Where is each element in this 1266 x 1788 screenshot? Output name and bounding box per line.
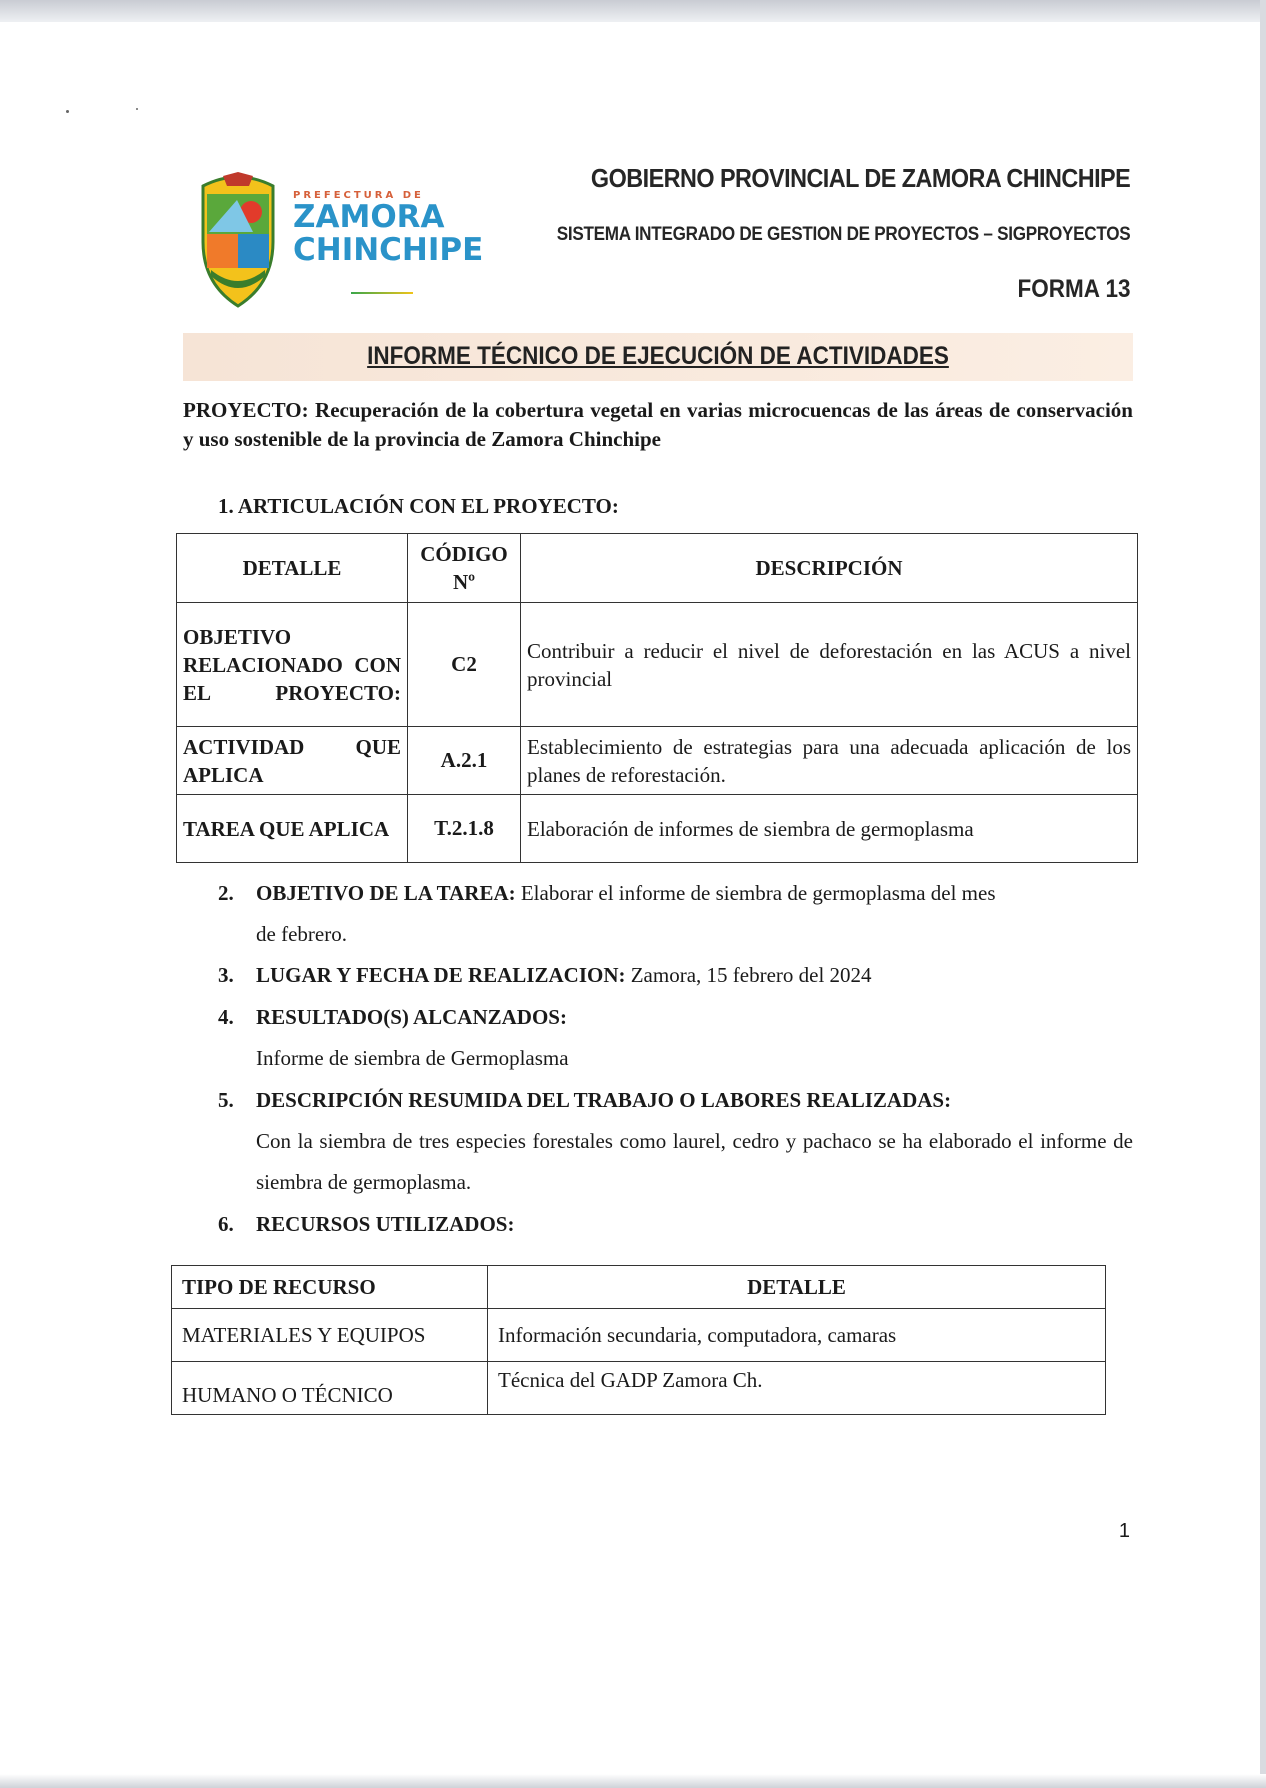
table-header-row: [172, 1266, 1106, 1309]
section-1-number: 1.: [218, 494, 234, 518]
col-detalle: DETALLE: [177, 534, 408, 603]
table-row: [172, 1309, 1106, 1362]
scan-speck: [66, 110, 69, 113]
system-title: SISTEMA INTEGRADO DE GESTION DE PROYECTOS – SIGPROYECTOS: [556, 224, 1130, 245]
section-3-number: 3.: [218, 963, 234, 987]
row-code: A.2.1: [408, 727, 521, 795]
logo-underline: [351, 292, 413, 294]
project-statement: [183, 396, 1133, 454]
report-title: INFORME TÉCNICO DE EJECUCIÓN DE ACTIVIDADES: [367, 342, 949, 370]
project-label: PROYECTO:: [183, 398, 309, 422]
section-3-text: Zamora, 15 febrero del 2024: [630, 963, 872, 987]
section-2-continuation: de febrero.: [256, 922, 347, 946]
resource-detail: Técnica del GADP Zamora Ch.: [488, 1362, 1106, 1415]
prefectura-logo: [193, 172, 484, 312]
section-2-number: 2.: [218, 881, 234, 905]
table-row: [177, 727, 1138, 795]
resource-type: MATERIALES Y EQUIPOS: [172, 1309, 488, 1362]
row-code: C2: [408, 603, 521, 727]
scan-speck: [136, 108, 138, 110]
section-2-text: Elaborar el informe de siembra de germoplasma del mes: [520, 881, 996, 905]
row-description: Establecimiento de estrategias para una adecuada aplicación de los planes de reforestación.: [521, 727, 1138, 795]
section-3-label: LUGAR Y FECHA DE REALIZACION:: [256, 963, 626, 987]
table-row: [177, 795, 1138, 863]
section-5-number: 5.: [218, 1088, 234, 1112]
table-row: [177, 603, 1138, 727]
logo-chinchipe: CHINCHIPE: [293, 232, 484, 268]
resources-table: [171, 1265, 1106, 1415]
section-5-label: DESCRIPCIÓN RESUMIDA DEL TRABAJO O LABORES REALIZADAS:: [256, 1088, 952, 1112]
col-codigo: CÓDIGO Nº: [408, 534, 521, 603]
scan-edge-top: [0, 0, 1266, 22]
resource-detail: Información secundaria, computadora, camaras: [488, 1309, 1106, 1362]
section-4-text: Informe de siembra de Germoplasma: [256, 1046, 569, 1070]
table-header-row: [177, 534, 1138, 603]
col-tipo-recurso: TIPO DE RECURSO: [172, 1266, 488, 1309]
section-6: [218, 1204, 1133, 1245]
section-1-heading: [218, 494, 619, 519]
scan-edge-right: [1260, 0, 1266, 1788]
row-description: Elaboración de informes de siembra de germoplasma: [521, 795, 1138, 863]
scan-edge-bottom: [0, 1774, 1266, 1788]
page-number: 1: [1118, 1520, 1130, 1542]
resource-type: HUMANO O TÉCNICO: [172, 1362, 488, 1415]
section-6-number: 6.: [218, 1212, 234, 1236]
col-detalle: DETALLE: [488, 1266, 1106, 1309]
logo-zamora: ZAMORA: [293, 199, 445, 235]
row-label: OBJETIVO RELACIONADO CON EL PROYECTO:: [177, 603, 408, 727]
section-2: [218, 873, 1133, 914]
project-text: Recuperación de la cobertura vegetal en varias microcuencas de las áreas de conservación y uso sostenible de la provincia de Zamora Chinchipe: [183, 398, 1133, 451]
row-code: T.2.1.8: [408, 795, 521, 863]
government-title: GOBIERNO PROVINCIAL DE ZAMORA CHINCHIPE: [590, 163, 1130, 193]
section-1-title: ARTICULACIÓN CON EL PROYECTO:: [237, 494, 619, 518]
section-2-label: OBJETIVO DE LA TAREA:: [256, 881, 516, 905]
logo-prefix: PREFECTURA DE: [293, 190, 424, 201]
report-title-band: [183, 333, 1133, 381]
coat-of-arms-icon: [193, 172, 283, 310]
section-5: [218, 1080, 1133, 1121]
row-description: Contribuir a reducir el nivel de deforestación en las ACUS a nivel provincial: [521, 603, 1138, 727]
form-number: FORMA 13: [1017, 275, 1130, 303]
col-descripcion: DESCRIPCIÓN: [521, 534, 1138, 603]
section-4-label: RESULTADO(S) ALCANZADOS:: [256, 1005, 567, 1029]
section-4-number: 4.: [218, 1005, 234, 1029]
section-5-text: Con la siembra de tres especies forestales como laurel, cedro y pachaco se ha elaborado el informe de siembra de germoplasma.: [256, 1129, 1133, 1194]
section-4: [218, 997, 1133, 1038]
row-label: TAREA QUE APLICA: [177, 795, 408, 863]
articulation-table: [176, 533, 1138, 863]
table-row: [172, 1362, 1106, 1415]
section-6-label: RECURSOS UTILIZADOS:: [256, 1212, 515, 1236]
section-3: [218, 955, 1133, 996]
row-label: ACTIVIDAD QUE APLICA: [177, 727, 408, 795]
